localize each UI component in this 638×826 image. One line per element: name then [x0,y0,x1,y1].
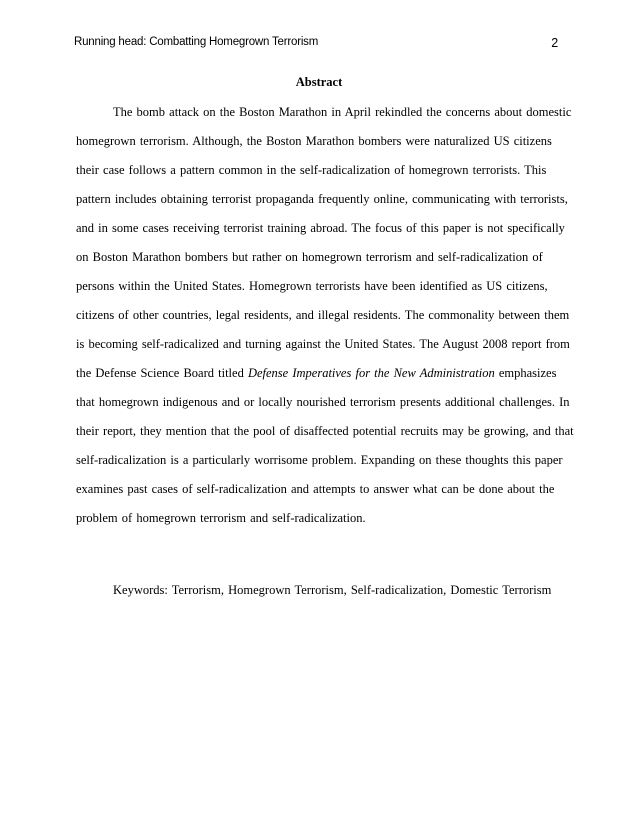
keywords-line: Keywords: Terrorism, Homegrown Terrorism, Self-radicalization, Domestic Terrorism [113,583,552,597]
abstract-line-text: the Defense Science Board titled [76,366,248,380]
page-number: 2 [551,36,558,50]
abstract-line: pattern includes obtaining terrorist propaganda frequently online, communicating with terrorists, [76,192,568,206]
abstract-line: homegrown terrorism. Although, the Boston Marathon bombers were naturalized US citizens [76,134,552,148]
abstract-title: Abstract [295,75,343,89]
abstract-line-with-title [76,365,562,394]
abstract-line: The bomb attack on the Boston Marathon in April rekindled the concerns about domestic [113,105,572,119]
abstract-line: persons within the United States. Homegrown terrorists have been identified as US citizens, [76,279,548,293]
abstract-line: on Boston Marathon bombers but rather on homegrown terrorism and self-radicalization of [76,250,543,264]
abstract-line: their report, they mention that the pool of disaffected potential recruits may be growing, and that [76,424,574,438]
abstract-line: examines past cases of self-radicalization and attempts to answer what can be done about the [76,482,555,496]
abstract-line: self-radicalization is a particularly worrisome problem. Expanding on these thoughts this paper [76,453,563,467]
abstract-line: problem of homegrown terrorism and self-radicalization. [76,511,366,525]
page-header [74,36,558,52]
running-head: Running head: Combatting Homegrown Terrorism [74,36,319,48]
abstract-line: and in some cases receiving terrorist training abroad. The focus of this paper is not specifically [76,221,565,235]
abstract-line: citizens of other countries, legal residents, and illegal residents. The commonality between them [76,308,570,322]
abstract-body [76,104,574,539]
abstract-line-text: emphasizes [494,366,557,380]
abstract-line: is becoming self-radicalized and turning against the United States. The August 2008 report from [76,337,570,351]
abstract-line: their case follows a pattern common in the self-radicalization of homegrown terrorists. This [76,163,547,177]
abstract-line: that homegrown indigenous and or locally nourished terrorism presents additional challenges. In [76,395,570,409]
report-title-italic: Defense Imperatives for the New Administration [247,366,495,380]
